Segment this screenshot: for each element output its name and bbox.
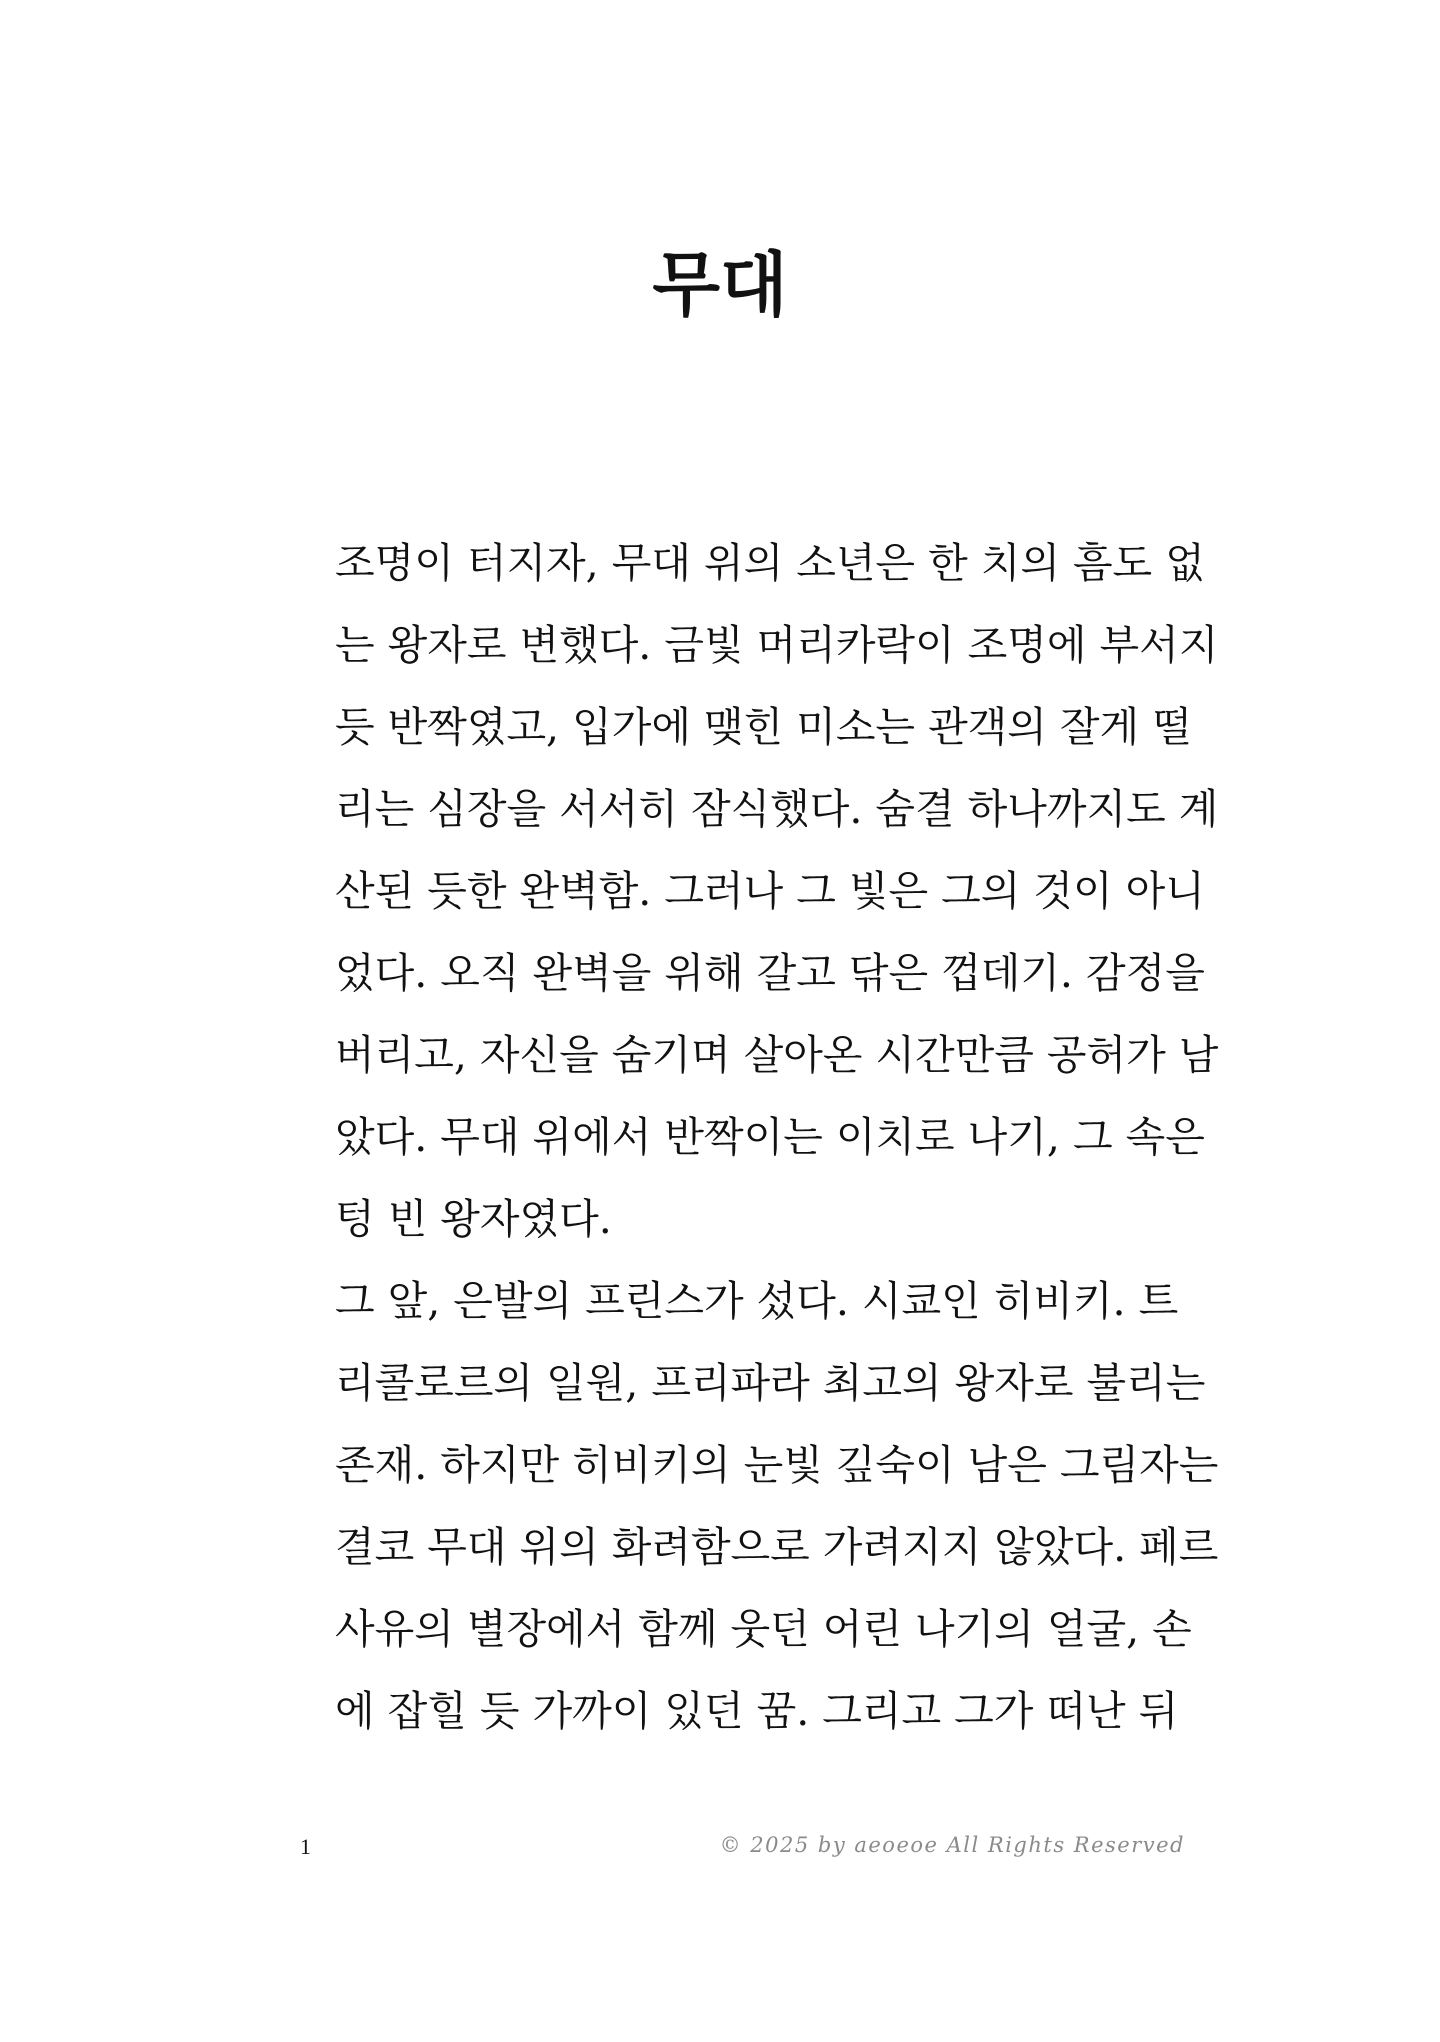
text-line: 었다. 오직 완벽을 위해 갈고 닦은 껍데기. 감정을 bbox=[335, 949, 1205, 997]
text-line: 았다. 무대 위에서 반짝이는 이치로 나기, 그 속은 bbox=[335, 1113, 1205, 1161]
text-line: 조명이 터지자, 무대 위의 소년은 한 치의 흠도 없 bbox=[335, 539, 1205, 587]
text-line: 는 왕자로 변했다. 금빛 머리카락이 조명에 부서지 bbox=[335, 621, 1219, 669]
body-text bbox=[335, 522, 1219, 1752]
text-line: 결코 무대 위의 화려함으로 가려지지 않았다. 페르 bbox=[335, 1523, 1219, 1571]
text-line: 텅 빈 왕자였다. bbox=[335, 1195, 612, 1243]
text-line: 사유의 별장에서 함께 웃던 어린 나기의 얼굴, 손 bbox=[335, 1605, 1192, 1653]
copyright-notice: © 2025 by aeoeoe All Rights Reserved bbox=[719, 1833, 1185, 1857]
page-number: 1 bbox=[300, 1834, 311, 1859]
page-title: 무대 bbox=[652, 244, 788, 326]
text-line: 버리고, 자신을 숨기며 살아온 시간만큼 공허가 남 bbox=[335, 1031, 1219, 1079]
text-line: 그 앞, 은발의 프린스가 섰다. 시쿄인 히비키. 트 bbox=[335, 1277, 1179, 1325]
text-line: 리콜로르의 일원, 프리파라 최고의 왕자로 불리는 bbox=[335, 1359, 1206, 1407]
text-line: 존재. 하지만 히비키의 눈빛 깊숙이 남은 그림자는 bbox=[335, 1441, 1219, 1489]
text-line: 리는 심장을 서서히 잠식했다. 숨결 하나까지도 계 bbox=[335, 785, 1219, 833]
text-line: 듯 반짝였고, 입가에 맺힌 미소는 관객의 잘게 떨 bbox=[335, 703, 1192, 751]
text-line: 산된 듯한 완벽함. 그러나 그 빛은 그의 것이 아니 bbox=[335, 867, 1205, 915]
text-line: 에 잡힐 듯 가까이 있던 꿈. 그리고 그가 떠난 뒤 bbox=[335, 1687, 1179, 1735]
